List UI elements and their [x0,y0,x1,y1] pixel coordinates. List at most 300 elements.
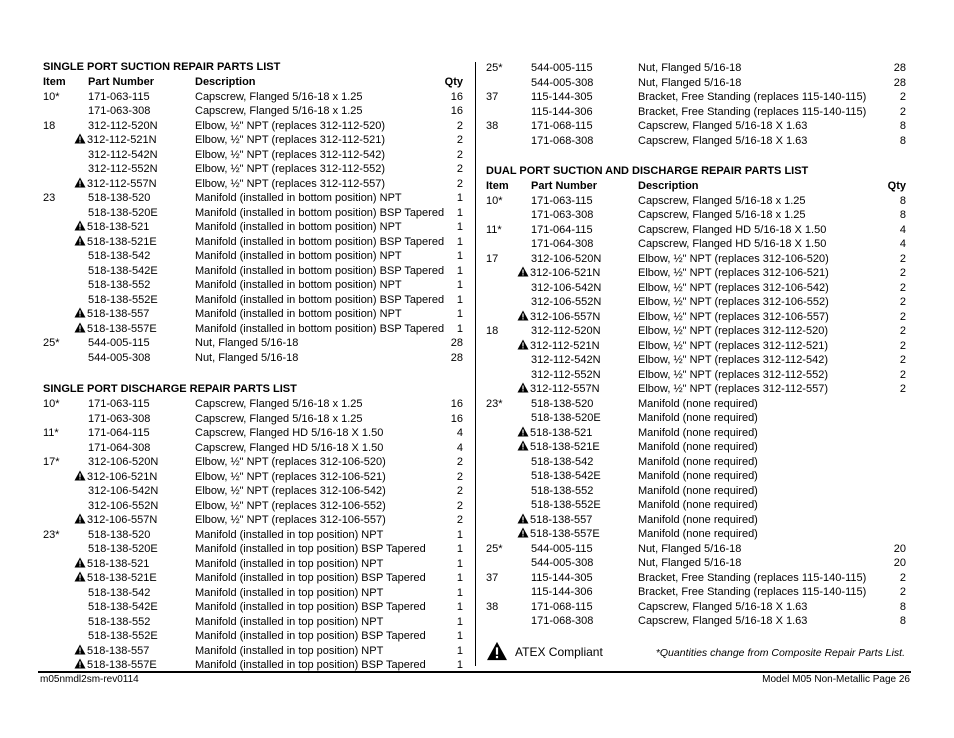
table-row [486,484,906,499]
table-row [43,249,463,264]
table-row [43,571,463,586]
part-description: Manifold (installed in top position) BSP Tapered [195,572,426,584]
part-number [531,223,593,238]
table-row [486,455,906,470]
table-row [43,455,463,470]
part-number-text: 518-138-542E [88,264,158,277]
table-row [43,235,463,250]
parts-list-section [43,382,463,673]
part-number [531,281,601,296]
part-number-text: 518-138-542 [88,586,151,599]
table-row [486,585,906,600]
part-description: Elbow, ½" NPT (replaces 312-112-557) [638,383,828,395]
item-number: 10* [43,398,60,410]
part-number [517,382,600,397]
footer-rule [38,671,911,673]
item-number: 17* [43,456,60,468]
quantity: 2 [456,134,463,146]
table-row [486,614,906,629]
part-number [531,90,593,105]
table-row [43,119,463,134]
part-description: Manifold (none required) [638,513,758,526]
table-row [486,556,906,571]
item-number: 25* [486,542,503,555]
part-description: Manifold (none required) [638,412,758,424]
table-row [486,600,906,615]
table-row [43,220,463,235]
table-row [486,119,906,134]
warning-triangle-icon [517,440,529,451]
part-description: Capscrew, Flanged HD 5/16-18 X 1.50 [638,223,827,236]
quantity: 8 [899,194,906,207]
part-description: Elbow, ½" NPT (replaces 312-106-521) [638,267,829,279]
part-description: Elbow, ½" NPT (replaces 312-106-552) [638,296,829,308]
part-description: Manifold (installed in top position) NPT [195,615,384,628]
item-number: 18 [43,119,56,132]
part-number [88,278,150,293]
warning-triangle-icon [517,382,529,393]
table-row [43,412,463,427]
table-row [43,293,463,308]
part-description: Elbow, ½" NPT (replaces 312-112-557) [195,177,385,190]
table-row [486,105,906,120]
part-number-text: 544-005-308 [531,76,594,89]
part-number-text: 518-138-521 [530,426,593,439]
quantity: 2 [456,470,463,483]
part-description: Capscrew, Flanged 5/16-18 x 1.25 [195,90,363,103]
table-row [486,571,906,586]
table-row [486,382,906,397]
part-number-text: 312-106-552N [531,296,602,308]
warning-triangle-icon [74,513,86,524]
quantity: 4 [456,427,463,439]
part-number [88,426,150,441]
part-description: Elbow, ½" NPT (replaces 312-106-542) [195,485,386,497]
part-number-text: 518-138-552 [88,615,151,628]
part-description: Capscrew, Flanged HD 5/16-18 X 1.50 [195,427,384,439]
part-number [531,411,601,426]
right-column [486,61,906,629]
part-description: Nut, Flanged 5/16-18 [195,337,299,349]
part-number [531,484,593,499]
part-description: Manifold (none required) [638,470,758,482]
part-description: Bracket, Free Standing (replaces 115-140-115) [638,91,867,103]
part-number [88,542,158,557]
part-description: Manifold (installed in bottom position) NPT [195,192,402,204]
part-number-text: 171-068-308 [531,134,594,147]
part-number [531,397,593,412]
table-row [43,206,463,221]
warning-triangle-icon [74,177,86,188]
warning-triangle-icon [517,266,529,277]
part-number-text: 518-138-520 [88,192,151,204]
part-description: Bracket, Free Standing (replaces 115-140-115) [638,586,867,598]
part-number [531,61,593,76]
part-number-text: 518-138-552 [531,484,594,497]
part-number-text: 518-138-520 [88,528,151,541]
part-number-text: 171-063-115 [88,398,150,410]
quantity: 2 [456,119,463,132]
part-number-text: 518-138-552E [88,293,158,306]
quantity: 1 [456,279,463,291]
part-number [74,557,149,572]
quantity: 2 [456,514,463,526]
part-number-text: 312-112-557N [87,177,157,190]
part-number [88,148,158,163]
part-number-text: 312-106-521N [87,470,158,483]
part-description: Capscrew, Flanged HD 5/16-18 X 1.50 [195,441,384,454]
part-description: Manifold (installed in bottom position) NPT [195,279,402,291]
part-number-text: 518-138-557 [87,644,150,657]
quantity: 2 [899,354,906,366]
column-header-qty: Qty [887,180,906,192]
quantity: 28 [450,351,463,364]
part-number [88,441,150,456]
table-row [486,339,906,354]
parts-list-section [486,164,906,629]
part-number-text: 518-138-557E [87,322,157,335]
part-description: Nut, Flanged 5/16-18 [195,351,299,364]
warning-triangle-icon [74,644,86,655]
quantity: 2 [899,586,906,598]
part-number-text: 312-112-552N [531,368,601,381]
part-number [531,600,593,615]
warning-triangle-icon [517,426,529,437]
part-description: Manifold (installed in top position) NPT [195,644,384,657]
part-description: Manifold (none required) [638,499,758,511]
part-number-text: 312-112-521N [530,339,600,352]
part-description: Bracket, Free Standing (replaces 115-140-115) [638,105,867,118]
quantity: 1 [456,586,463,599]
part-description: Elbow, ½" NPT (replaces 312-106-520) [638,252,829,265]
table-row [43,351,463,366]
part-description: Manifold (none required) [638,455,758,468]
warning-triangle-icon [74,322,86,333]
part-description: Manifold (installed in top position) NPT [195,528,384,541]
quantity: 1 [456,322,463,335]
table-row [43,542,463,557]
part-number-text: 171-064-115 [88,427,150,439]
part-number-text: 115-144-306 [531,105,593,118]
table-row [43,499,463,514]
part-number-text: 312-106-542N [88,485,159,497]
quantity: 20 [893,557,906,569]
part-number-text: 312-106-557N [530,310,601,323]
column-header-desc: Description [638,180,699,192]
part-number-text: 115-144-305 [531,91,593,103]
part-description: Capscrew, Flanged 5/16-18 x 1.25 [195,412,363,425]
part-number [74,470,157,485]
quantity: 1 [456,250,463,262]
quantity: 8 [899,600,906,613]
part-number [517,426,592,441]
part-number-text: 518-138-552E [88,630,158,642]
part-number [88,397,150,412]
part-description: Manifold (installed in bottom position) NPT [195,221,402,233]
part-number [88,528,150,543]
part-number [531,119,593,134]
part-description: Manifold (none required) [638,528,758,540]
quantity: 2 [899,267,906,279]
part-number [74,133,157,148]
part-description: Elbow, ½" NPT (replaces 312-112-542) [638,354,828,366]
table-row [43,528,463,543]
part-number [531,105,593,120]
item-number: 38 [486,600,499,613]
part-description: Manifold (installed in top position) BSP Tapered [195,601,426,613]
part-number [531,498,601,513]
part-description: Manifold (installed in top position) BSP Tapered [195,630,426,642]
part-number-text: 544-005-115 [531,62,593,74]
part-number [88,336,150,351]
part-description: Elbow, ½" NPT (replaces 312-106-542) [638,281,829,294]
quantity: 1 [456,630,463,642]
warning-triangle-icon [74,571,86,582]
item-number: 10* [486,194,503,207]
part-number-text: 312-106-520N [531,252,602,265]
quantity: 1 [456,528,463,541]
item-number: 11* [486,223,502,236]
part-number-text: 312-112-521N [87,134,157,146]
part-description: Capscrew, Flanged HD 5/16-18 X 1.50 [638,238,827,250]
part-number [74,220,149,235]
table-row [486,281,906,296]
part-number [88,629,158,644]
part-description: Manifold (installed in top position) BSP Tapered [195,543,426,555]
part-number [517,266,600,281]
part-description: Capscrew, Flanged 5/16-18 x 1.25 [195,398,363,410]
part-description: Elbow, ½" NPT (replaces 312-112-520) [195,119,385,132]
part-description: Capscrew, Flanged 5/16-18 x 1.25 [638,194,806,207]
quantity: 8 [899,134,906,147]
table-row [43,191,463,206]
warning-triangle-icon [74,220,86,231]
section-title: SINGLE PORT DISCHARGE REPAIR PARTS LIST [43,383,297,395]
document-code: m05nmdl2sm-rev0114 [40,674,139,685]
table-row [43,322,463,337]
part-number-text: 518-138-557E [87,659,157,671]
quantity: 2 [899,325,906,337]
part-number-text: 544-005-308 [88,351,151,364]
parts-list-section [43,60,463,365]
part-number-text: 518-138-521E [87,572,157,584]
table-row [43,426,463,441]
quantity: 28 [893,62,906,74]
column-header-desc: Description [195,76,256,88]
part-description: Manifold (installed in bottom position) NPT [195,308,402,320]
part-description: Manifold (installed in bottom position) BSP Tapered [195,235,445,248]
part-number-text: 544-005-115 [531,542,593,555]
quantity: 2 [899,105,906,118]
part-number [531,614,593,629]
part-description: Capscrew, Flanged 5/16-18 X 1.63 [638,134,808,147]
quantity: 2 [899,339,906,352]
warning-triangle-icon [517,339,529,350]
part-number [531,368,601,383]
quantity: 28 [450,337,463,349]
table-row [486,426,906,441]
table-row [43,441,463,456]
table-row [43,513,463,528]
part-description: Capscrew, Flanged 5/16-18 X 1.63 [638,600,808,613]
part-number [531,585,593,600]
part-number-text: 518-138-552 [88,279,151,291]
part-number-text: 544-005-115 [88,337,150,349]
part-number-text: 115-144-306 [531,586,593,598]
quantity: 1 [456,235,463,248]
quantity: 2 [899,296,906,308]
part-description: Elbow, ½" NPT (replaces 312-106-521) [195,470,386,483]
part-number-text: 312-106-520N [88,456,159,468]
warning-triangle-icon [74,470,86,481]
column-divider [475,62,476,666]
part-number-text: 171-064-115 [531,223,593,236]
table-row [486,353,906,368]
part-number-text: 518-138-557 [87,308,150,320]
part-description: Manifold (installed in bottom position) BSP Tapered [195,206,445,219]
part-number-text: 518-138-521E [530,441,600,453]
table-row [43,90,463,105]
table-row [486,513,906,528]
quantity: 2 [456,163,463,175]
quantity: 2 [899,571,906,584]
table-header [43,75,463,90]
warning-triangle-icon [74,133,86,144]
quantity: 16 [450,398,463,410]
quantity-note: *Quantities change from Composite Repair Parts List. [655,647,905,659]
part-number [517,440,600,455]
part-number-text: 312-112-520N [88,119,158,132]
parts-list-section [486,61,906,148]
part-number-text: 518-138-520 [531,397,594,410]
table-row [486,134,906,149]
part-number [531,76,593,91]
part-number-text: 171-068-308 [531,615,594,627]
part-description: Capscrew, Flanged 5/16-18 X 1.63 [638,120,808,132]
table-row [43,600,463,615]
part-number [88,264,158,279]
part-number [88,615,150,630]
quantity: 2 [899,383,906,395]
part-number-text: 171-068-115 [531,120,593,132]
table-row [486,310,906,325]
table-row [43,264,463,279]
part-description: Elbow, ½" NPT (replaces 312-106-552) [195,499,386,512]
part-number-text: 312-106-557N [87,514,158,526]
quantity: 1 [456,644,463,657]
part-number-text: 312-112-557N [530,383,600,395]
quantity: 2 [456,177,463,190]
part-number [88,293,158,308]
quantity: 2 [456,499,463,512]
part-number [88,484,158,499]
warning-triangle-icon [74,307,86,318]
part-number [74,571,157,586]
part-number-text: 544-005-308 [531,557,594,569]
column-header-item: Item [486,180,509,192]
item-number: 25* [486,62,503,74]
part-description: Manifold (none required) [638,484,758,497]
quantity: 4 [899,238,906,250]
part-number [517,310,600,325]
part-number-text: 171-063-115 [88,90,150,103]
quantity: 1 [456,206,463,219]
warning-triangle-icon [517,513,529,524]
quantity: 2 [899,252,906,265]
part-description: Nut, Flanged 5/16-18 [638,542,742,555]
quantity: 28 [893,76,906,89]
section-title: DUAL PORT SUCTION AND DISCHARGE REPAIR PARTS LIST [486,165,809,177]
part-number-text: 171-064-308 [531,238,594,250]
part-number-text: 171-064-308 [88,441,151,454]
table-row [486,368,906,383]
part-description: Elbow, ½" NPT (replaces 312-106-557) [195,514,386,526]
part-number [531,194,593,209]
table-row [486,440,906,455]
part-number-text: 518-138-557 [530,513,593,526]
part-number [531,134,593,149]
table-row [486,266,906,281]
part-number-text: 171-063-115 [531,194,593,207]
part-description: Manifold (none required) [638,426,758,439]
part-number-text: 518-138-521E [87,235,157,248]
part-number [531,324,601,339]
page-label: Model M05 Non-Metallic Page 26 [762,674,910,685]
table-row [43,557,463,572]
quantity: 4 [456,441,463,454]
part-description: Elbow, ½" NPT (replaces 312-112-542) [195,148,385,161]
table-row [486,194,906,209]
table-row [43,162,463,177]
part-number [531,237,593,252]
part-number-text: 312-106-542N [531,281,602,294]
quantity: 2 [456,485,463,497]
part-number [531,208,593,223]
item-number: 23 [43,192,56,204]
part-number-text: 115-144-305 [531,571,593,584]
part-number-text: 518-138-552E [531,499,601,511]
part-number [88,119,158,134]
table-row [486,223,906,238]
quantity: 1 [456,308,463,320]
part-number-text: 518-138-557E [530,528,600,540]
table-row [486,90,906,105]
table-row [43,586,463,601]
part-number [88,412,150,427]
part-number-text: 312-112-520N [531,325,601,337]
quantity: 2 [899,368,906,381]
warning-triangle-icon [486,641,508,661]
warning-triangle-icon [517,310,529,321]
warning-triangle-icon [74,557,86,568]
part-number [88,206,158,221]
table-row [486,237,906,252]
quantity: 1 [456,601,463,613]
part-description: Nut, Flanged 5/16-18 [638,62,742,74]
part-description: Elbow, ½" NPT (replaces 312-106-557) [638,310,829,323]
part-number-text: 171-063-308 [531,209,594,221]
quantity: 8 [899,615,906,627]
part-description: Elbow, ½" NPT (replaces 312-112-520) [638,325,828,337]
quantity: 2 [899,310,906,323]
table-row [486,61,906,76]
quantity: 16 [450,412,463,425]
table-row [486,295,906,310]
part-description: Capscrew, Flanged 5/16-18 X 1.63 [638,615,808,627]
left-column [43,60,463,673]
part-description: Manifold (installed in bottom position) BSP Tapered [195,322,445,335]
part-number-text: 518-138-542 [531,455,594,468]
